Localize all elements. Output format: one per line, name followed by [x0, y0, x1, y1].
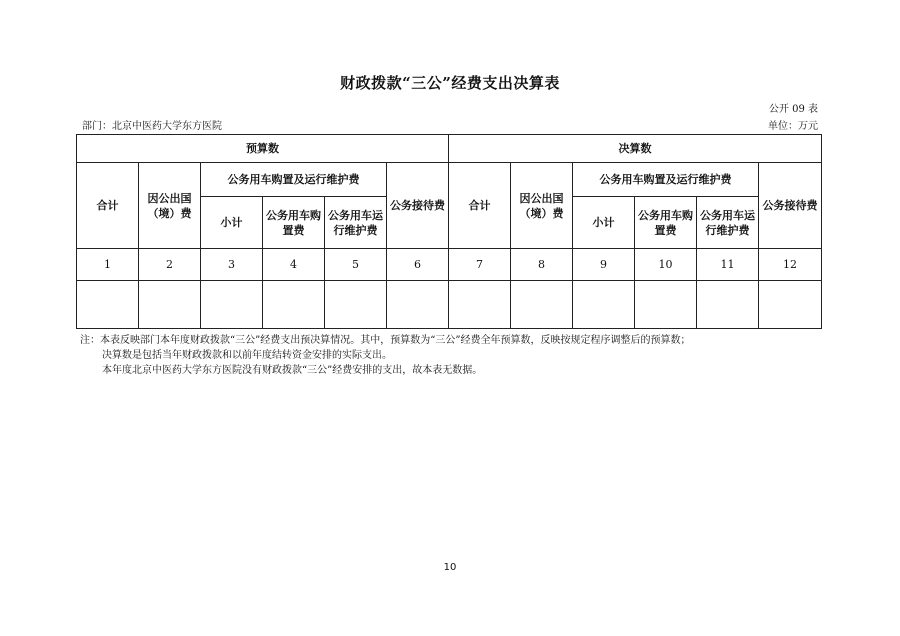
budget-abroad-header: 因公出国（境）费 — [139, 163, 201, 249]
data-cell — [387, 281, 449, 329]
actual-vehicle-header: 公务用车购置及运行维护费 — [573, 163, 759, 197]
budget-subtotal-header: 小计 — [201, 197, 263, 249]
column-number: 5 — [325, 249, 387, 281]
column-number: 8 — [511, 249, 573, 281]
data-cell — [759, 281, 822, 329]
column-number: 7 — [449, 249, 511, 281]
column-number: 6 — [387, 249, 449, 281]
actual-total-header: 合计 — [449, 163, 511, 249]
actual-vehicle-operation-header: 公务用车运行维护费 — [697, 197, 759, 249]
expenditure-table — [76, 134, 822, 329]
actual-vehicle-purchase-header: 公务用车购置费 — [635, 197, 697, 249]
data-cell — [511, 281, 573, 329]
column-number: 12 — [759, 249, 822, 281]
unit-label: 单位：万元 — [768, 121, 818, 132]
note-line: 注：本表反映部门本年度财政拨款“三公”经费支出预决算情况。其中，预算数为“三公”经费全年预算数，反映按规定程序调整后的预算数； — [80, 335, 691, 346]
data-cell — [77, 281, 139, 329]
actual-abroad-header: 因公出国（境）费 — [511, 163, 573, 249]
note-line: 决算数是包括当年财政拨款和以前年度结转资金安排的实际支出。 — [102, 350, 392, 361]
data-cell — [325, 281, 387, 329]
actual-reception-header: 公务接待费 — [759, 163, 822, 249]
column-number: 10 — [635, 249, 697, 281]
column-number: 2 — [139, 249, 201, 281]
budget-vehicle-purchase-header: 公务用车购置费 — [263, 197, 325, 249]
data-cell — [139, 281, 201, 329]
budget-vehicle-header: 公务用车购置及运行维护费 — [201, 163, 387, 197]
data-cell — [573, 281, 635, 329]
data-cell — [449, 281, 511, 329]
data-cell — [635, 281, 697, 329]
page-number: 10 — [443, 562, 457, 573]
form-number: 公开 09 表 — [768, 104, 818, 115]
note-line: 本年度北京中医药大学东方医院没有财政拨款“三公”经费安排的支出，故本表无数据。 — [102, 365, 483, 376]
column-number: 11 — [697, 249, 759, 281]
page-title: 财政拨款“三公”经费支出决算表 — [340, 74, 560, 92]
table-notes — [80, 333, 840, 378]
actual-subtotal-header: 小计 — [573, 197, 635, 249]
budget-vehicle-operation-header: 公务用车运行维护费 — [325, 197, 387, 249]
column-number: 4 — [263, 249, 325, 281]
column-number: 3 — [201, 249, 263, 281]
department-label: 部门：北京中医药大学东方医院 — [82, 121, 222, 132]
data-row — [77, 281, 822, 329]
budget-reception-header: 公务接待费 — [387, 163, 449, 249]
data-cell — [263, 281, 325, 329]
budget-group-header: 预算数 — [77, 135, 449, 163]
column-number: 1 — [77, 249, 139, 281]
data-cell — [201, 281, 263, 329]
budget-total-header: 合计 — [77, 163, 139, 249]
data-cell — [697, 281, 759, 329]
actual-group-header: 决算数 — [449, 135, 822, 163]
column-number: 9 — [573, 249, 635, 281]
